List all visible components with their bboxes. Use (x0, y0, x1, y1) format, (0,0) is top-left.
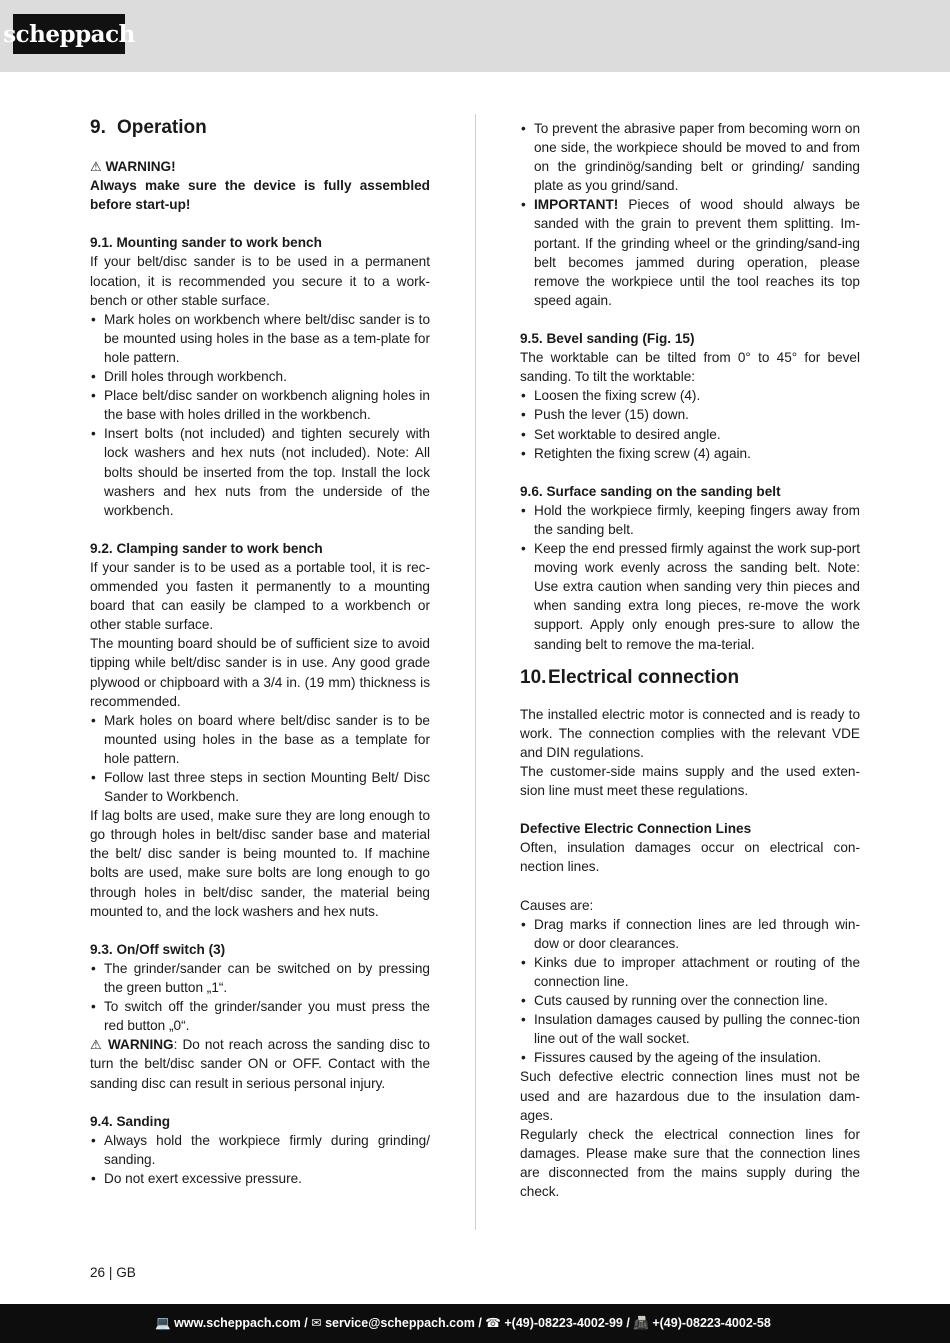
subsection-9-1-list (90, 310, 430, 520)
electrical-paragraph: The installed electric motor is connected and is ready to work. The connection complies with the relevant VDE and DIN regulations. (520, 706, 860, 760)
subsection-9-3-title: 9.3. On/Off switch (3) (90, 941, 226, 957)
subsection-9-5-intro: The worktable can be tilted from 0° to 45° for bevel sanding. To tilt the worktable: (520, 350, 860, 385)
warning-label: WARNING! (105, 159, 176, 174)
column-divider (475, 114, 476, 1230)
warning-label: WARNING (107, 1037, 174, 1053)
list-item: • To switch off the grinder/sander you must press the red button „0“. (90, 997, 430, 1035)
section-9-heading (90, 116, 430, 140)
list-item (520, 195, 860, 310)
list-item: • Do not exert excessive pressure. (90, 1169, 430, 1188)
subsection-9-5-list (520, 386, 860, 462)
contact-line: 💻 www.scheppach.com / ✉ service@scheppach.com / ☎ +(49)-08223-4002-99 / 📠 +(49)-08223-4002-58 (155, 1316, 771, 1330)
subsection-9-2-paragraph: The mounting board should be of sufficient size to avoid tipping while belt/disc sander is in use. Any good grade plywood or chipboard with a 3/4 in. (19 mm) thickness is recommended. (90, 636, 430, 709)
list-item: • Cuts caused by running over the connection line. (520, 991, 860, 1010)
warning-text: Always make sure the device is fully assembled before start-up! (90, 178, 430, 213)
right-column (520, 119, 860, 1201)
important-label: IMPORTANT! (534, 197, 619, 213)
list-item: • Kinks due to improper attachment or routing of the connection line. (520, 953, 860, 991)
closing-paragraph: Such defective electric connection lines must not be used and are hazardous due to the insulation dam-ages. (520, 1069, 860, 1123)
warning-heading (90, 157, 430, 176)
section-10-heading (520, 666, 860, 690)
causes-intro: Causes are: (520, 897, 594, 913)
list-item: • Insulation damages caused by pulling the connec-tion line out of the wall socket. (520, 1010, 860, 1048)
fax-icon: 📠 (633, 1316, 649, 1330)
subsection-9-2-paragraph: If your sander is to be used as a portable tool, it is rec-ommended you fasten it permanently to a mounting board that can easily be clamped to a workbench or other stable surface. (90, 559, 430, 633)
subsection-9-1-title: 9.1. Mounting sander to work bench (90, 235, 322, 251)
fax-number: +(49)-08223-4002-58 (652, 1316, 771, 1330)
list-item: • Push the lever (15) down. (520, 405, 860, 424)
subsection-9-2-paragraph: If lag bolts are used, make sure they are long enough to go through holes in belt/disc sander base and material the belt/ disc sander is being mounted to. If machine bolts are used, make sure bolts are long enough to go through holes in belt/disc sander, the material being mounted to, and the lock washers and hex nuts. (90, 808, 430, 919)
website-link[interactable]: www.scheppach.com (174, 1316, 301, 1330)
subsection-9-4-title: 9.4. Sanding (90, 1113, 171, 1129)
defective-lines-paragraph: Often, insulation damages occur on electrical con-nection lines. (520, 840, 860, 875)
page-header (0, 0, 950, 72)
warning-triangle-icon: ⚠ (90, 1037, 103, 1053)
subsection-9-4-list-continued (520, 119, 860, 310)
subsection-9-1-intro: If your belt/disc sander is to be used in a permanent location, it is recommended you secure it to a work-bench or other stable surface. (90, 254, 430, 308)
subsection-9-3-list (90, 959, 430, 1035)
computer-icon: 💻 (155, 1316, 171, 1330)
page-number-value: 26 (90, 1265, 106, 1280)
list-item: • Keep the end pressed firmly against the work sup-port moving work evenly across the sanding belt. Note: Use extra caution when sanding very thin pieces and when sanding extra long pieces, re-move the work support. Apply only enough pres-sure to allow the sanding belt to remove the ma-terial. (520, 539, 860, 654)
list-item: • Place belt/disc sander on workbench aligning holes in the base with holes drilled in the workbench. (90, 386, 430, 424)
list-item: • Mark holes on workbench where belt/disc sander is to be mounted using holes in the base as a tem-plate for hole pattern. (90, 310, 430, 367)
page-footer (0, 1304, 950, 1343)
list-item: • The grinder/sander can be switched on by pressing the green button „1“. (90, 959, 430, 997)
list-item: • Mark holes on board where belt/disc sander is to be mounted using holes in the base as a template for hole pattern. (90, 711, 430, 768)
list-item: • Insert bolts (not included) and tighten securely with lock washers and hex nuts (not included). Note: All bolts should be inserted from the top. Install the lock washers and hex nuts from the underside of the workbench. (90, 424, 430, 519)
section-number: 10. (520, 666, 547, 688)
section-title: Operation (117, 117, 207, 138)
list-item: • Retighten the fixing screw (4) again. (520, 444, 860, 463)
warning-triangle-icon: ⚠ (90, 159, 102, 174)
list-item: • Drag marks if connection lines are led through win-dow or door clearances. (520, 915, 860, 953)
section-number: 9. (90, 117, 106, 138)
list-item: • Loosen the fixing screw (4). (520, 386, 860, 405)
closing-paragraph: Regularly check the electrical connection lines for damages. Please make sure that the connection lines are disconnected from the mains supply during the check. (520, 1126, 860, 1199)
defective-lines-title: Defective Electric Connection Lines (520, 821, 752, 837)
warning-text: : Do not reach across the sanding disc to turn the belt/disc sander ON or OFF. Contact with the sanding disc can result in serious personal injury. (90, 1037, 430, 1091)
subsection-9-6-list (520, 501, 860, 654)
list-item: • Drill holes through workbench. (90, 367, 430, 386)
subsection-9-5-title: 9.5. Bevel sanding (Fig. 15) (520, 331, 695, 347)
switch-warning (90, 1035, 430, 1092)
scheppach-logo: scheppach (13, 14, 125, 54)
subsection-9-2-title: 9.2. Clamping sander to work bench (90, 540, 323, 556)
email-icon: ✉ (311, 1316, 322, 1330)
page-number: 26 | GB (90, 1265, 136, 1280)
left-column (90, 116, 430, 1188)
list-item: • Always hold the workpiece firmly during grinding/ sanding. (90, 1131, 430, 1169)
important-text: Pieces of wood should always be sanded with the grain to prevent them splitting. Im-portant. If the grinding wheel or the grinding/sand-ing belt becomes jammed during operation, please remove the workpiece until the tool reaches its top speed again. (534, 197, 860, 308)
subsection-9-6-title: 9.6. Surface sanding on the sanding belt (520, 483, 781, 499)
list-item: • To prevent the abrasive paper from becoming worn on one side, the workpiece should be moved to and from on the grindinög/sanding belt or grinding/ sanding plate as you grind/sand. (520, 119, 860, 195)
list-item: • Set worktable to desired angle. (520, 425, 860, 444)
page-language: GB (116, 1265, 136, 1280)
list-item: • Hold the workpiece firmly, keeping fingers away from the sanding belt. (520, 501, 860, 539)
subsection-9-4-list (90, 1131, 430, 1188)
phone-icon: ☎ (485, 1316, 501, 1330)
section-title: Electrical connection (548, 666, 740, 688)
subsection-9-2-list (90, 711, 430, 806)
list-item: • Fissures caused by the ageing of the insulation. (520, 1048, 860, 1067)
electrical-paragraph: The customer-side mains supply and the used exten-sion line must meet these regulations. (520, 763, 860, 798)
causes-list (520, 915, 860, 1068)
email-link[interactable]: service@scheppach.com (325, 1316, 475, 1330)
phone-number: +(49)-08223-4002-99 (504, 1316, 623, 1330)
list-item: • Follow last three steps in section Mounting Belt/ Disc Sander to Workbench. (90, 768, 430, 806)
